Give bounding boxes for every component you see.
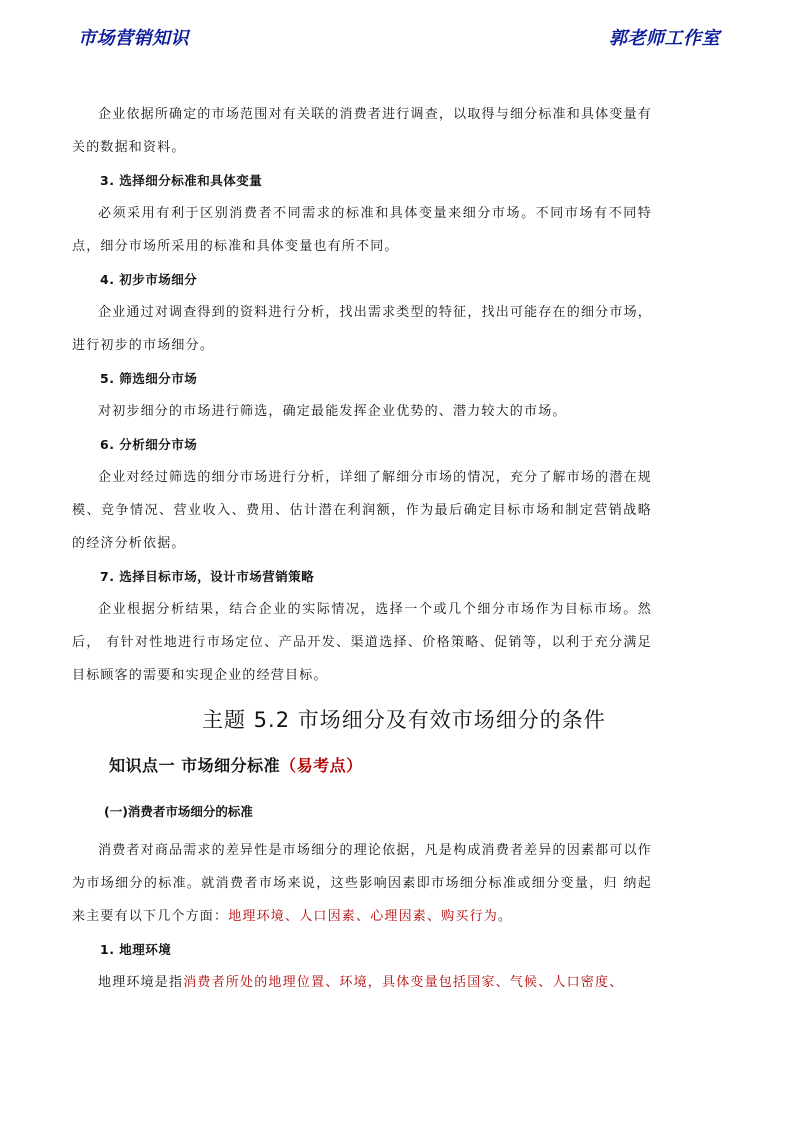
geography-text: 地理环境是指 — [98, 975, 184, 990]
heading-step-5: 5. 筛选细分市场 — [100, 371, 198, 386]
consumer-factors-highlight: 地理环境、人口因素、心理因素、购买行为 — [228, 909, 499, 924]
knowledge-point-title — [72, 752, 652, 780]
consumer-intro-end: 。 — [498, 909, 513, 924]
paragraph-step-3: 必须采用有利于区别消费者不同需求的标准和具体变量来细分市场。不同市场有不同特点，细分市场所采用的标准和具体变量也有所不同。 — [72, 206, 652, 254]
paragraph-step-6: 企业对经过筛选的细分市场进行分析，详细了解细分市场的情况，充分了解市场的潜在规模、竞争情况、营业收入、费用、估计潜在利润额，作为最后确定目标市场和制定营销战略的经济分析依据。 — [72, 470, 652, 551]
paragraph-step-5: 对初步细分的市场进行筛选，确定最能发挥企业优势的、潜力较大的市场。 — [98, 404, 567, 419]
paragraph-geography — [72, 966, 652, 999]
heading-step-4: 4. 初步市场细分 — [100, 272, 198, 287]
paragraph-consumer-intro — [72, 834, 652, 933]
paragraph-survey: 企业依据所确定的市场范围对有关联的消费者进行调查，以取得与细分标准和具体变量有关的数据和资料。 — [72, 107, 652, 155]
heading-step-7: 7. 选择目标市场，设计市场营销策略 — [100, 569, 315, 584]
topic-title: 主题 5.2 市场细分及有效市场细分的条件 — [202, 708, 606, 732]
exam-tag: （易考点） — [280, 756, 363, 775]
heading-step-3: 3. 选择细分标准和具体变量 — [100, 173, 263, 188]
document-body — [72, 98, 652, 999]
heading-step-6: 6. 分析细分市场 — [100, 437, 198, 452]
header-studio-name: 郭老师工作室 — [609, 28, 720, 49]
paragraph-step-4: 企业通过对调查得到的资料进行分析，找出需求类型的特征，找出可能存在的细分市场，进行初步的市场细分。 — [72, 305, 652, 353]
paragraph-step-7: 企业根据分析结果，结合企业的实际情况，选择一个或几个细分市场作为目标市场。然后， 有针对性地进行市场定位、产品开发、渠道选择、价格策略、促销等，以利于充分满足目标顾客的需要和实现企业的经营目标。 — [72, 602, 652, 683]
knowledge-point-label: 知识点一 市场细分标准 — [109, 756, 281, 775]
heading-geography: 1. 地理环境 — [100, 942, 172, 957]
consumer-intro-text: 消费者对商品需求的差异性是市场细分的理论依据，凡是构成消费者差异的因素都可以作为市场细分的标准。就消费者市场来说，这些影响因素即市场细分标准或细分变量，归 纳起来主要有以下几个方面： — [72, 843, 652, 924]
consumer-criteria-heading: (一)消费者市场细分的标准 — [104, 804, 253, 819]
page-header — [0, 24, 794, 52]
header-course-title: 市场营销知识 — [78, 28, 189, 49]
geography-highlight: 消费者所处的地理位置、环境，具体变量包括国家、气候、人口密度、 — [183, 975, 624, 990]
